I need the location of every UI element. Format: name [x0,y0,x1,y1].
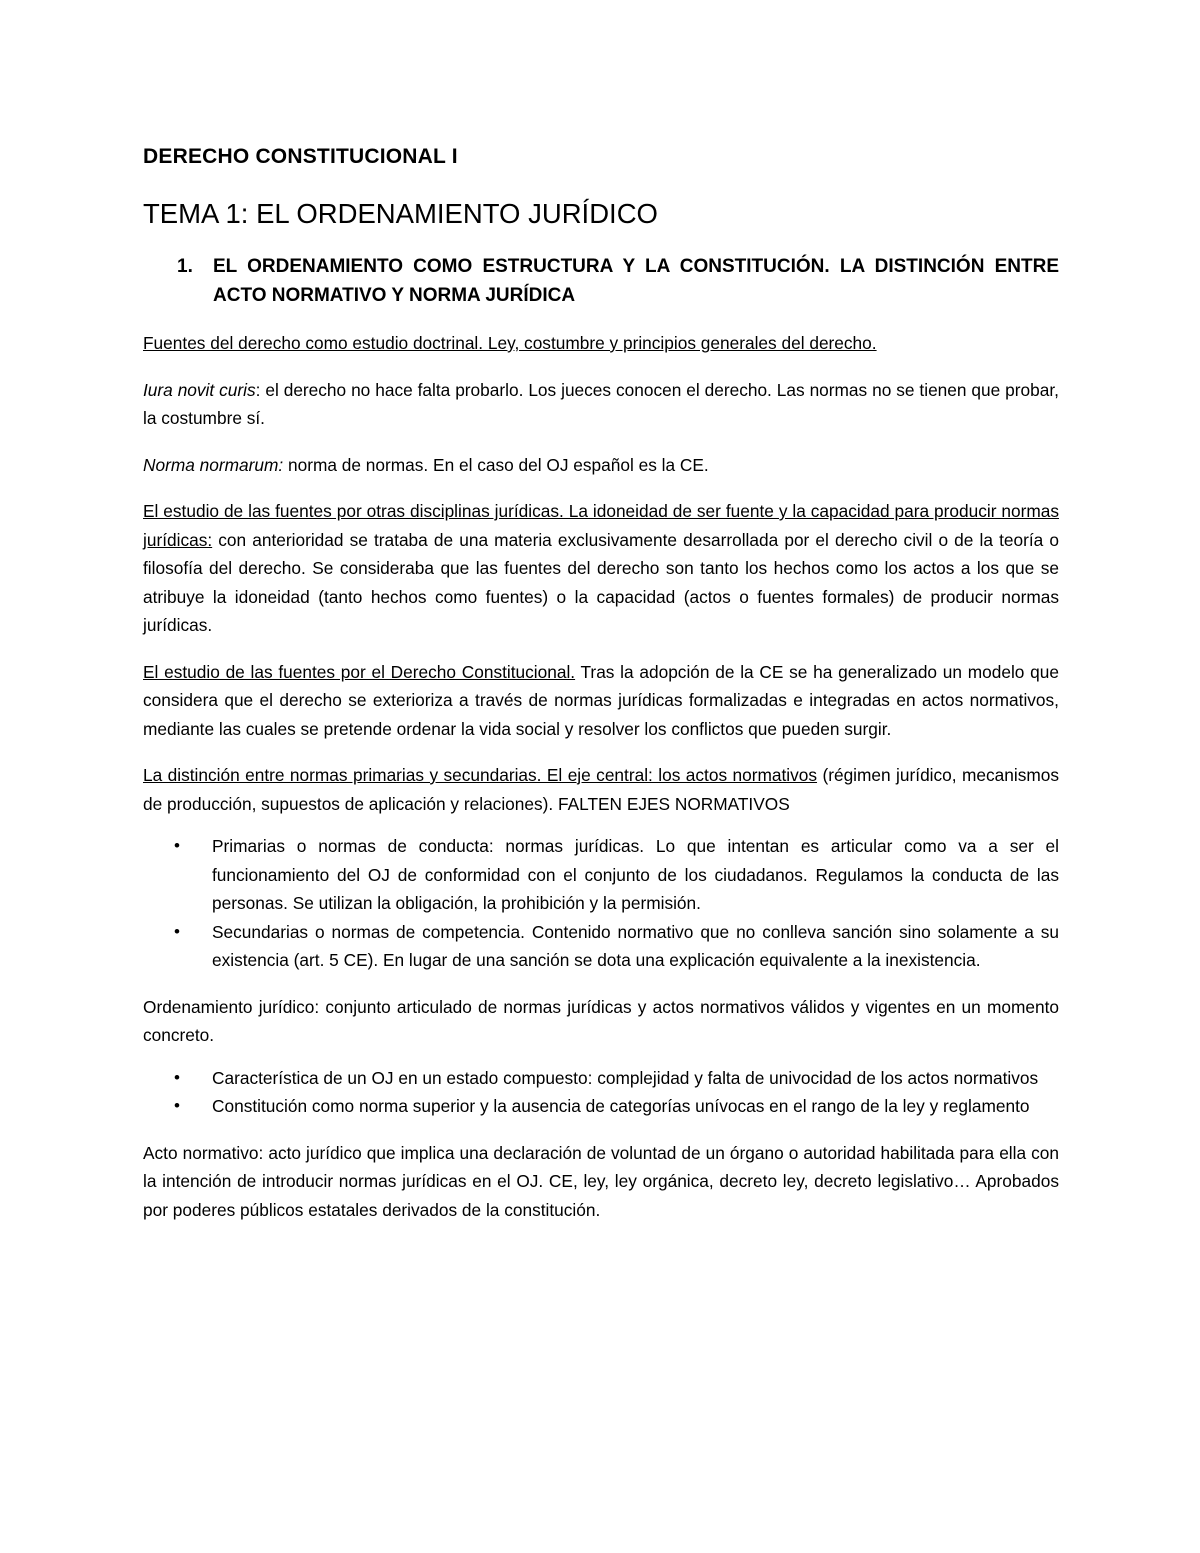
estudio-text: con anterioridad se trataba de una materia exclusivamente desarrollada por el derecho civil o de la teoría o filosofía del derecho. Se consideraba que las fuentes del derecho son tanto los hechos como los actos a los que se atribuye la idoneidad (tanto hechos como fuentes) o la capacidad (actos o fuentes formales) de producir normas jurídicas. [143,529,1059,635]
list-item [143,1064,1059,1093]
document-page [143,0,1059,1553]
iura-term: Iura novit curis [143,379,256,400]
fuentes-underlined: Fuentes del derecho como estudio doctrinal. Ley, costumbre y principios generales del derecho. [143,333,877,353]
bullet-icon: • [174,921,180,941]
bullet-icon: • [174,1067,180,1087]
section-number: 1. [177,256,193,277]
paragraph-estudio-fuentes [143,497,1059,640]
document-body [143,329,1059,1242]
course-title: DERECHO CONSTITUCIONAL I [143,145,458,168]
section-heading-text: EL ORDENAMIENTO COMO ESTRUCTURA Y LA CONSTITUCIÓN. LA DISTINCIÓN ENTRE ACTO NORMATIVO Y NORMA JURÍDICA [213,256,1059,306]
distincion-underlined: La distinción entre normas primarias y secundarias. El eje central: los actos normativos [143,765,818,785]
list-item-text: Constitución como norma superior y la ausencia de categorías unívocas en el rango de la ley y reglamento [212,1096,1030,1116]
list-item [143,832,1059,918]
distincion-text: (régimen jurídico, mecanismos de producción, supuestos de aplicación y relaciones). FALTEN EJES NORMATIVOS [143,765,1059,814]
list-oj [143,1064,1059,1121]
section-heading [143,252,1059,310]
paragraph-iura [143,376,1059,433]
list-normas [143,832,1059,975]
paragraph-ordenamiento: Ordenamiento jurídico: conjunto articulado de normas jurídicas y actos normativos válidos y vigentes en un momento concreto. [143,996,1059,1045]
topic-title: TEMA 1: EL ORDENAMIENTO JURÍDICO [143,198,658,229]
norma-term: Norma normarum: [143,454,284,475]
list-item [143,1092,1059,1121]
iura-text: : el derecho no hace falta probarlo. Los jueces conocen el derecho. Las normas no se tienen que probar, la costumbre sí. [143,379,1059,428]
paragraph-fuentes [143,329,1059,358]
list-item [143,918,1059,975]
constitucional-text: Tras la adopción de la CE se ha generalizado un modelo que considera que el derecho se exterioriza a través de normas jurídicas formalizadas e integradas en actos normativos, mediante las cuales se pretende ordenar la vida social y resolver los conflictos que pueden surgir. [143,661,1059,739]
norma-text: norma de normas. En el caso del OJ español es la CE. [283,454,709,475]
list-item-text: Característica de un OJ en un estado compuesto: complejidad y falta de univocidad de los actos normativos [212,1067,1039,1088]
paragraph-derecho-constitucional [143,658,1059,744]
paragraph-acto-normativo: Acto normativo: acto jurídico que implica una declaración de voluntad de un órgano o autoridad habilitada para ella con la intención de introducir normas jurídicas en el OJ. CE, ley, ley orgánica, decreto ley, decreto legislativo… Aprobados por poderes públicos estatales derivados de la constitución. [143,1142,1059,1220]
bullet-icon: • [174,836,180,855]
paragraph-distincion [143,761,1059,818]
list-item-text: Primarias o normas de conducta: normas jurídicas. Lo que intentan es articular como va a ser el funcionamiento del OJ de conformidad con el conjunto de los ciudadanos. Regulamos la conducta de las personas. Se utilizan la obligación, la prohibición y la permisión. [212,836,1059,913]
bullet-icon: • [174,1096,180,1115]
constitucional-underlined: El estudio de las fuentes por el Derecho Constitucional. [143,661,576,682]
estudio-underlined: El estudio de las fuentes por otras disciplinas jurídicas. La idoneidad de ser fuente y la capacidad para producir normas jurídicas: [143,501,1059,550]
list-item-text: Secundarias o normas de competencia. Contenido normativo que no conlleva sanción sino solamente a su existencia (art. 5 CE). En lugar de una sanción se dota una explicación equivalente a la inexistencia. [212,921,1059,970]
paragraph-norma [143,451,1059,480]
